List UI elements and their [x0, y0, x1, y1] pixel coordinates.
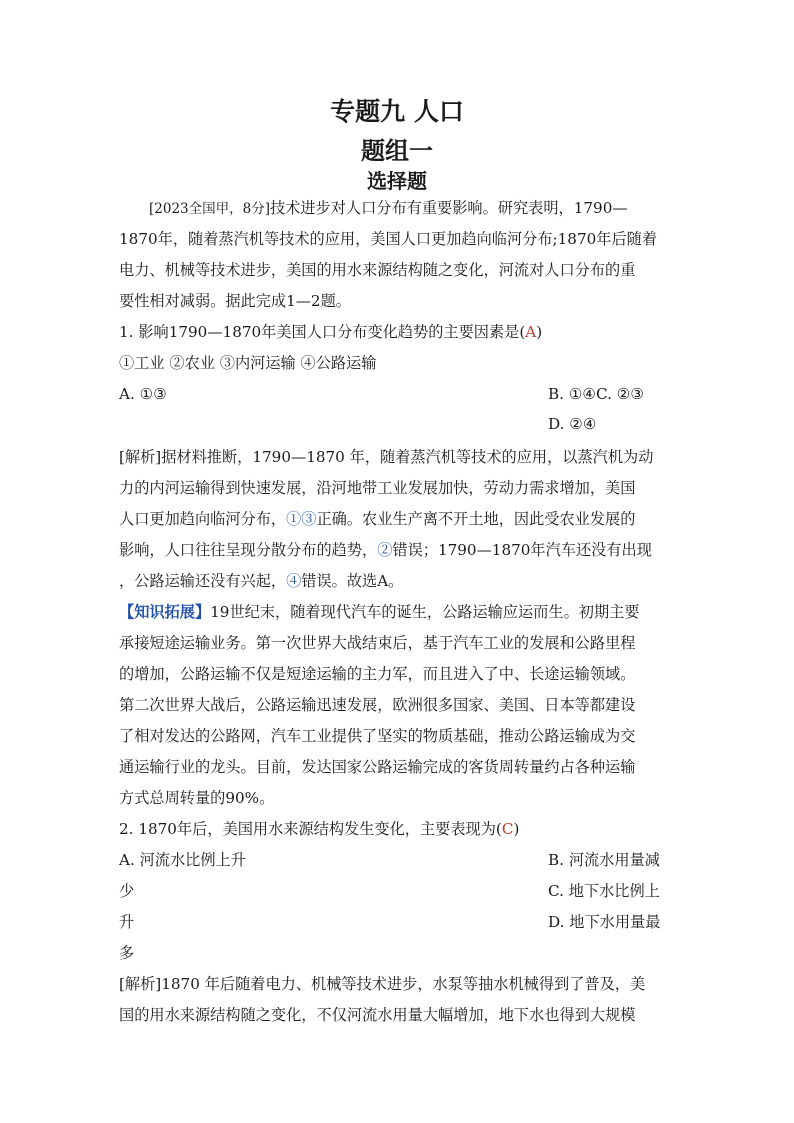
- question-1-option-bc: B. ①④C. ②③: [548, 385, 645, 403]
- analysis-tag: [解析]: [119, 448, 162, 466]
- question-2-option-c: C. 地下水比例上: [548, 882, 660, 900]
- question-2-analysis: [解析]1870 年后随着电力、机械等技术进步，水泵等抽水机械得到了普及，美: [119, 975, 646, 993]
- question-1-factors: ①工业 ②农业 ③内河运输 ④公路运输: [119, 354, 377, 372]
- knowledge-paragraph: 通运输行业的龙头。目前，发达国家公路运输完成的客货周转量约占各种运输: [119, 758, 636, 776]
- question-1-stem: 1. 影响1790—1870年美国人口分布变化趋势的主要因素是(A): [119, 323, 543, 341]
- question-1-option-a: A. ①③: [119, 385, 167, 403]
- question-1-analysis: 影响，人口往往呈现分散分布的趋势，②错误；1790—1870年汽车还没有出现: [119, 541, 652, 559]
- knowledge-paragraph: 方式总周转量的90%。: [119, 789, 275, 807]
- intro-line: 要性相对减弱。据此完成1—2题。: [119, 292, 351, 310]
- intro-line: 1870年，随着蒸汽机等技术的应用，美国人口更加趋向临河分布;1870年后随着: [119, 230, 658, 248]
- intro-line: 电力、机械等技术进步，美国的用水来源结构随之变化，河流对人口分布的重: [119, 261, 636, 279]
- question-2-option-c-wrap: 升: [119, 913, 135, 931]
- question-1-analysis: 人口更加趋向临河分布，①③正确。农业生产离不开土地，因此受农业发展的: [119, 510, 636, 528]
- question-2-option-d-wrap: 多: [119, 944, 135, 962]
- knowledge-paragraph: 【知识拓展】19世纪末，随着现代汽车的诞生，公路运输应运而生。初期主要: [119, 603, 640, 621]
- intro-line: [149, 197, 628, 220]
- question-2-option-b: B. 河流水用量减: [548, 851, 660, 869]
- section-title: 选择题: [367, 169, 427, 193]
- intro-source: [2023全国甲，8分]: [149, 201, 270, 217]
- question-2-option-d: D. 地下水用量最: [548, 913, 661, 931]
- question-2-analysis: 国的用水来源结构随之变化，不仅河流水用量大幅增加，地下水也得到大规模: [119, 1006, 636, 1024]
- question-1-option-d: D. ②④: [548, 415, 597, 433]
- knowledge-tag: 【知识拓展】: [119, 603, 211, 621]
- question-2-stem: 2. 1870年后，美国用水来源结构发生变化，主要表现为(C): [119, 820, 520, 838]
- knowledge-paragraph: 了相对发达的公路网，汽车工业提供了坚实的物质基础，推动公路运输成为交: [119, 727, 636, 745]
- analysis-tag: [解析]: [119, 975, 162, 993]
- intro-text: 技术进步对人口分布有重要影响。研究表明，1790—: [269, 199, 628, 217]
- page-title: 专题九 人口: [330, 97, 464, 126]
- question-2-option-a: A. 河流水比例上升: [119, 851, 246, 869]
- question-1-analysis: 力的内河运输得到快速发展，沿河地带工业发展加快，劳动力需求增加，美国: [119, 479, 636, 497]
- group-title: 题组一: [361, 136, 433, 165]
- question-1-answer: A: [525, 323, 537, 341]
- knowledge-paragraph: 承接短途运输业务。第一次世界大战结束后，基于汽车工业的发展和公路里程: [119, 634, 636, 652]
- question-2-answer: C: [501, 820, 514, 838]
- knowledge-paragraph: 第二次世界大战后，公路运输迅速发展，欧洲很多国家、美国、日本等都建设: [119, 696, 636, 714]
- question-1-analysis: ，公路运输还没有兴起，④错误。故选A。: [119, 572, 404, 590]
- question-2-option-b-wrap: 少: [119, 882, 135, 900]
- question-1-analysis: [解析]据材料推断，1790—1870 年，随着蒸汽机等技术的应用，以蒸汽机为动: [119, 448, 654, 466]
- knowledge-paragraph: 的增加，公路运输不仅是短途运输的主力军，而且进入了中、长途运输领域。: [119, 665, 636, 683]
